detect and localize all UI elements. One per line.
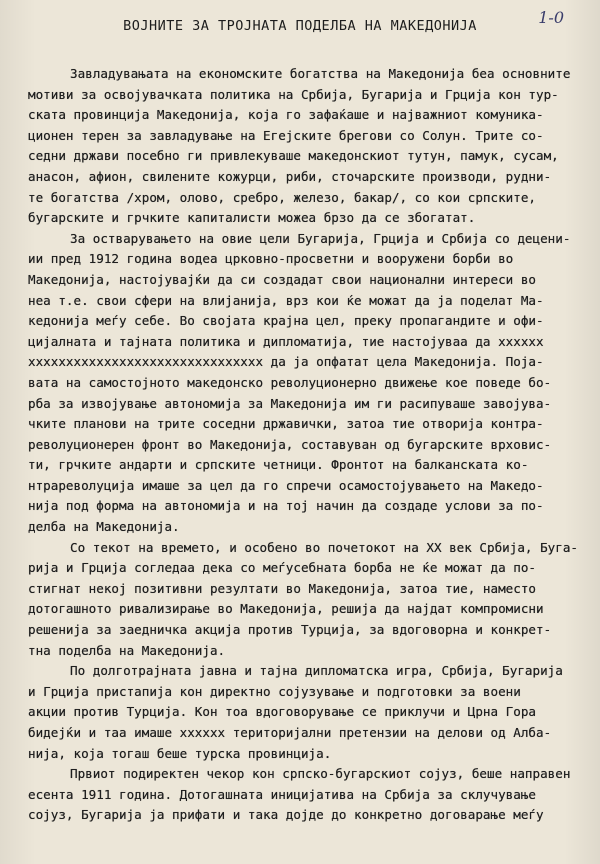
text-line: вата на самостојното македонско револуционерно движење кое поведе бо- (28, 374, 552, 390)
text-line: рба за извојување автономија за Македонија им ги расипуваше завојува- (28, 395, 552, 411)
text-line: анасон, афион, свилените кожурци, риби, сточарските производи, рудни- (28, 168, 552, 184)
text-line: и Грција пристапија кон директно сојузување и подготовки за воени (28, 683, 521, 699)
text-line: дотогашното ривализирање во Македонија, решија да најдат компромисни (28, 601, 544, 617)
text-line: те богатства /хром, олово, сребро, железо, бакар/, со кои српските, (28, 189, 536, 205)
text-line: нтрареволуција имаше за цел да го спречи осамостојувањето на Македо- (28, 477, 544, 493)
text-line: ти, грчките андарти и српските четници. Фронтот на балканската ко- (28, 457, 529, 473)
text-line: нија под форма на автономија и на тој начин да создаде услови за по- (28, 498, 544, 514)
text-line: xxxxxxxxxxxxxxxxxxxxxxxxxxxxxxx да ја опфатат цела Македонија. Поја- (28, 354, 544, 370)
text-line: револуционерен фронт во Македонија, составуван од бугарските врховис- (28, 436, 552, 452)
text-line: Завладувањата на економските богатства на Македонија беа основните (70, 66, 571, 81)
text-line: Со текот на времето, и особено во почетокот на XX век Србија, Буга- (70, 539, 578, 555)
text-line: бугарските и грчките капиталисти можеа брзо да се збогатат. (28, 210, 476, 226)
text-line: чките планови на трите соседни државички, затоа тие отворија контра- (28, 416, 544, 432)
document-title: ВОЈНИТЕ ЗА ТРОЈНАТА ПОДЕЛБА НА МАКЕДОНИЈА (123, 18, 477, 34)
text-line: кедонија меѓу себе. Во својата крајна цел, преку пропагандите и офи- (28, 313, 544, 329)
text-line: цијалната и тајната политика и дипломатија, тие настојуваа да xxxxxx (28, 333, 544, 349)
text-line: стигнат некој позитивни резултати во Македонија, затоа тие, наместо (28, 580, 536, 596)
text-line: ционен терен за завладување на Егејските брегови со Солун. Трите со- (28, 127, 544, 143)
text-line: рија и Грција согледаа дека со меѓусебната борба не ќе можат да по- (28, 560, 536, 576)
text-line: ии пред 1912 година водеа црковно-просветни и вооружени борби во (28, 251, 514, 267)
text-line: бидејќи и таа имаше xxxxxx територијални претензии на делови од Алба- (28, 725, 552, 740)
text-line: акции против Турција. Кон тоа вдоговорување се приклучи и Црна Гора (28, 704, 536, 720)
text-line: есента 1911 година. Дотогашната иницијатива на Србија за склучување (28, 786, 536, 802)
text-line: мотиви за освојувачката политика на Србија, Бугарија и Грција кон тур- (28, 86, 559, 102)
body-text (28, 64, 584, 826)
text-line: решенија за заедничка акција против Турција, за вдоговорна и конкрет- (28, 622, 552, 638)
text-line: сојуз, Бугарија ја прифати и така дојде до конкретно договарање меѓу (28, 807, 544, 823)
handwritten-page-number: 1-0 (538, 8, 564, 27)
text-line: нија, која тогаш беше турска провинција. (28, 745, 332, 761)
text-line: тна поделба на Македонија. (28, 642, 226, 658)
text-line: По долготрајната јавна и тајна дипломатска игра, Србија, Бугарија (70, 663, 563, 679)
text-line: За остварувањето на овие цели Бугарија, Грција и Србија со децени- (70, 230, 571, 246)
text-line: седни држави посебно ги привлекуваше македонскиот тутун, памук, сусам, (28, 148, 559, 164)
text-line: делба на Македонија. (28, 519, 180, 535)
text-line: Македонија, настојувајќи да си создадат свои национални интереси во (28, 271, 536, 287)
text-line: Првиот подиректен чекор кон српско-бугарскиот сојуз, беше направен (70, 766, 571, 782)
text-line: неа т.е. свои сфери на влијанија, врз кои ќе можат да ја поделат Ма- (28, 292, 544, 308)
text-line: ската провинција Македонија, која го зафаќаше и најважниот комуника- (28, 107, 544, 123)
